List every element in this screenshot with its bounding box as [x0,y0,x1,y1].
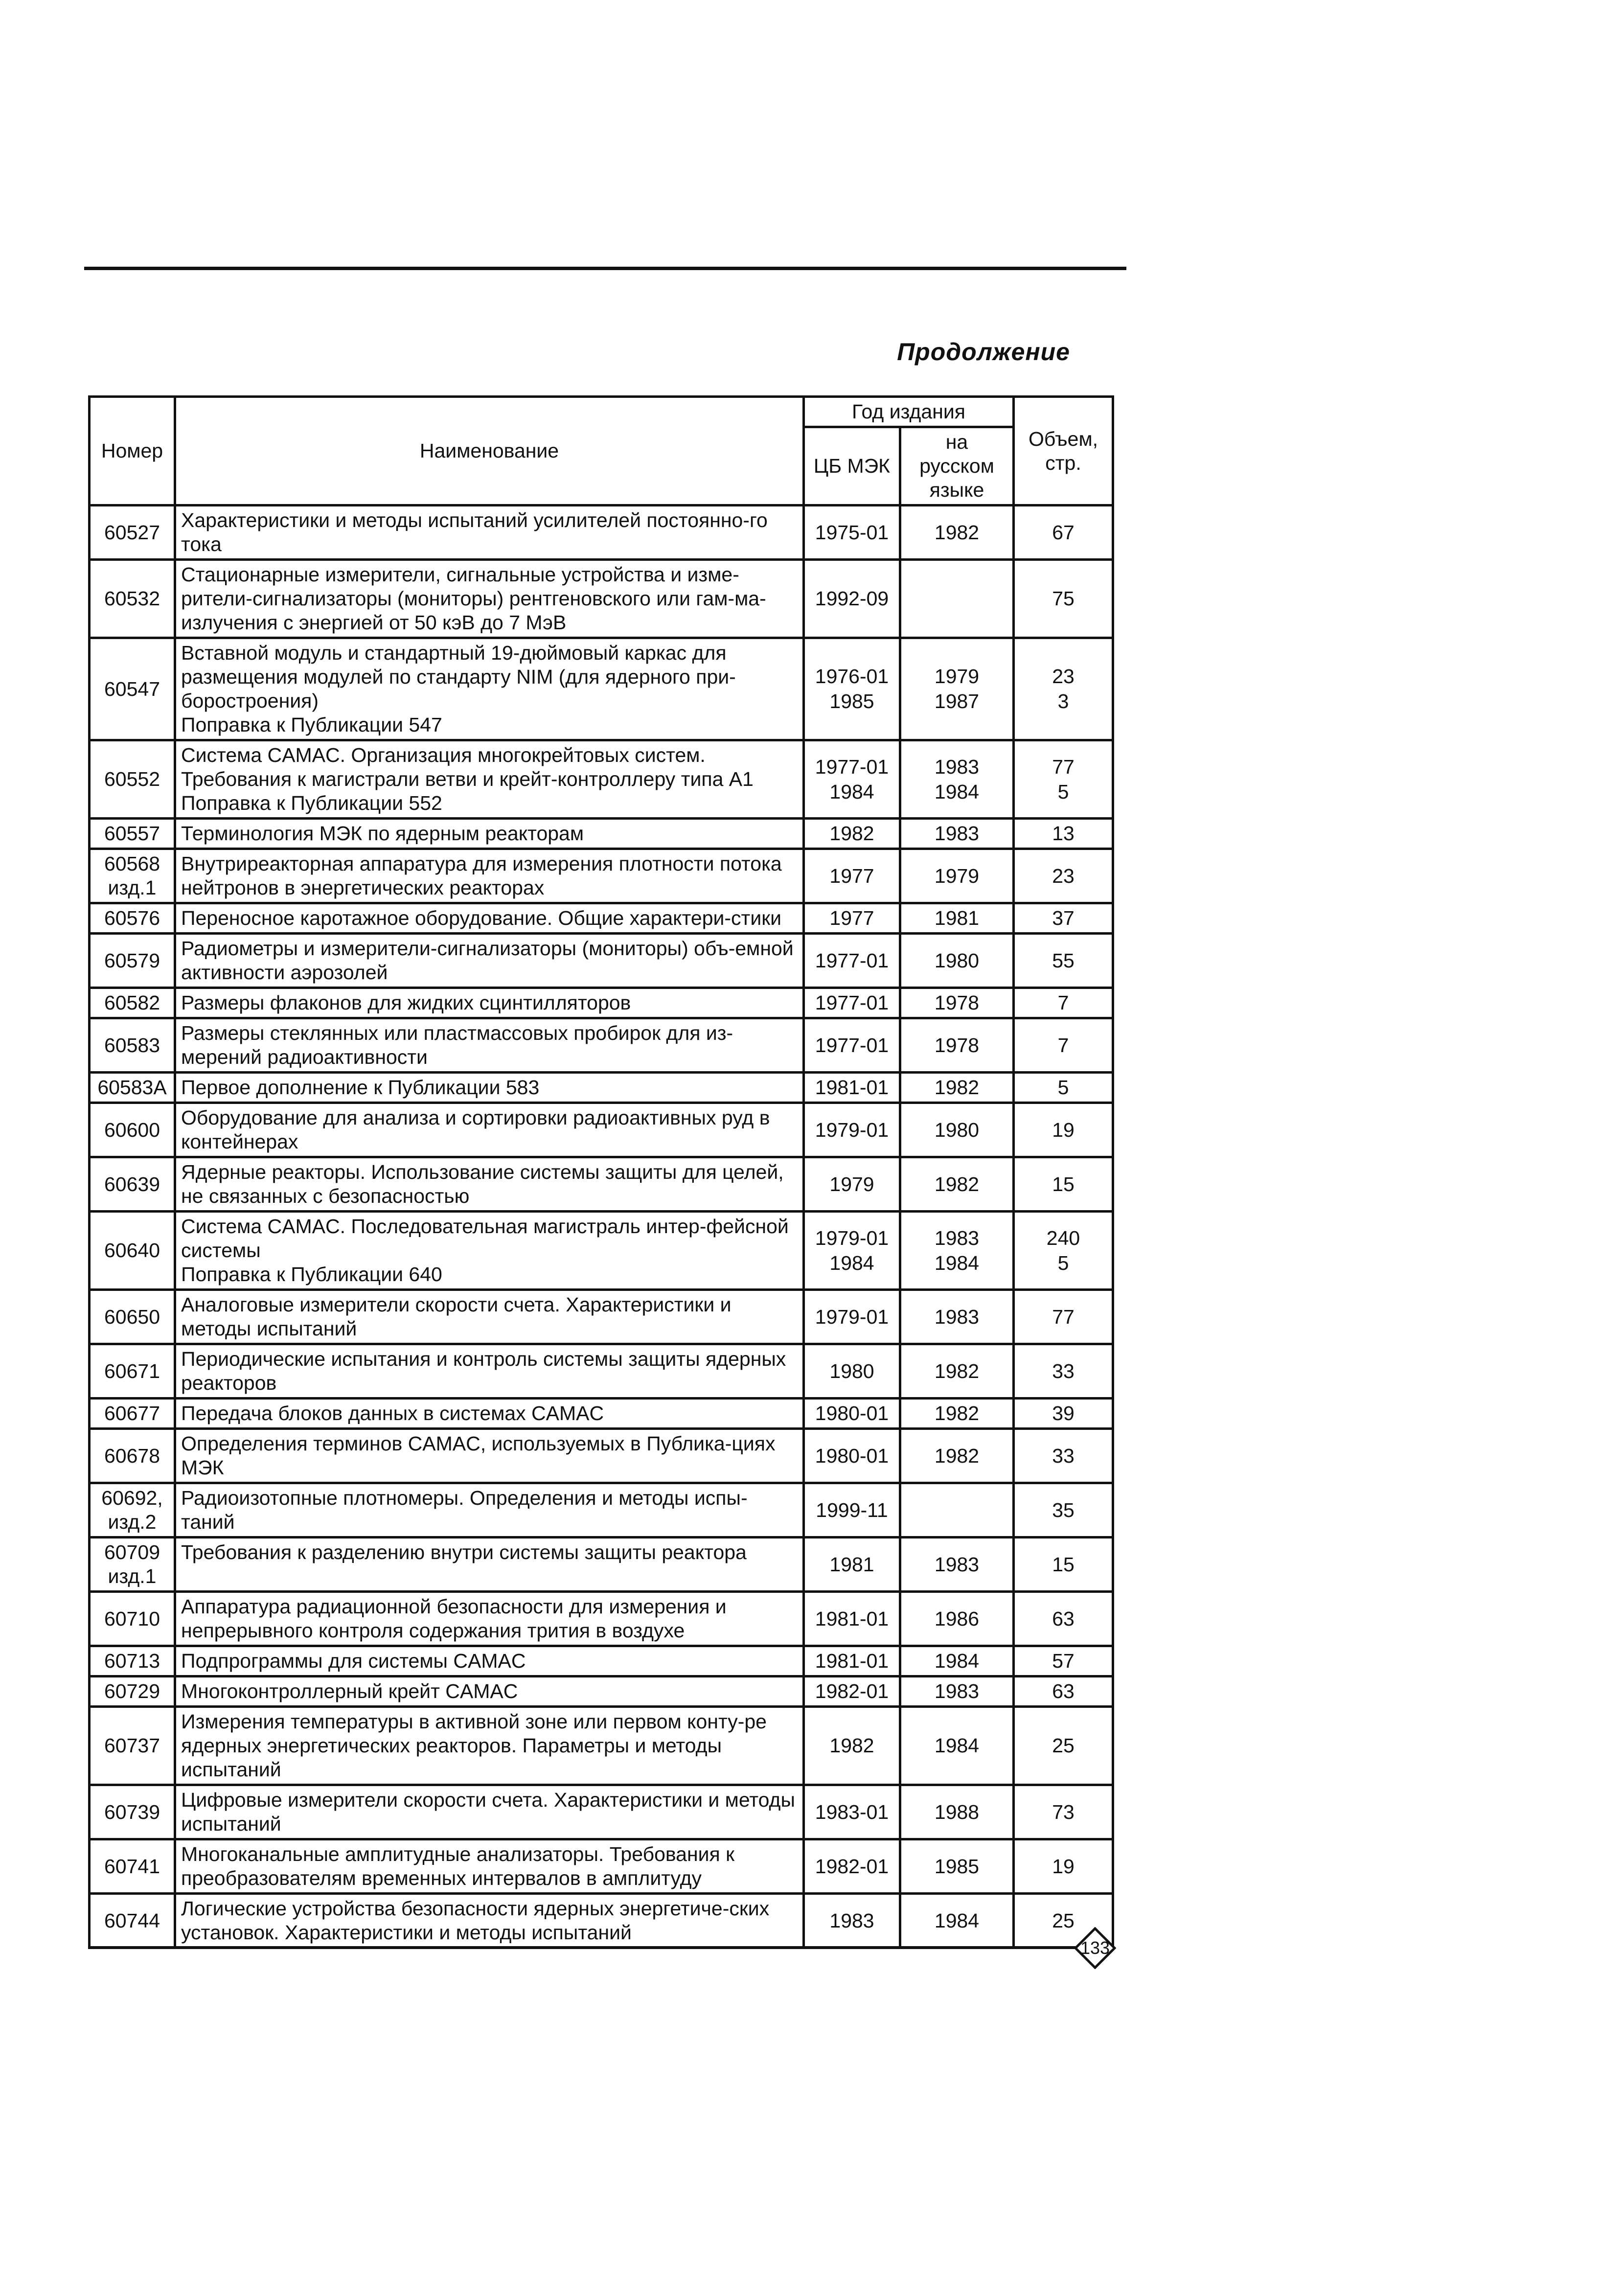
row-russian-year [900,849,1014,903]
table-row [90,819,1113,849]
row-iec-year [804,1894,900,1948]
row-number: 60527 [90,505,175,560]
row-number: 60710 [90,1592,175,1646]
row-name-line: Первое дополнение к Публикации 583 [181,1076,540,1099]
row-russian-year [900,1785,1014,1839]
row-name [175,1157,804,1212]
header-volume: Объем, стр. [1014,397,1113,505]
row-russian-year [900,934,1014,988]
table-row [90,1212,1113,1290]
row-russian-year [900,1483,1014,1538]
row-russian-year-value: 1981 [934,907,980,929]
table-row [90,1785,1113,1839]
table-row [90,1429,1113,1483]
row-number: 60579 [90,934,175,988]
row-volume-value: 5 [1057,780,1069,803]
row-russian-year-value: 1980 [934,1118,980,1141]
row-volume [1014,1290,1113,1344]
row-russian-year-value: 1982 [934,521,980,544]
row-number: 60640 [90,1212,175,1290]
row-number: 60713 [90,1646,175,1676]
row-iec-year-value: 1980-01 [815,1444,889,1467]
row-name [175,1894,804,1948]
row-volume-value: 77 [1052,755,1074,778]
row-name [175,1290,804,1344]
row-number: 60583 [90,1018,175,1073]
row-iec-year [804,638,900,740]
row-name-line: Логические устройства безопасности ядерных энергетиче-ских установок. Характеристики и методы испытаний [181,1897,770,1944]
row-volume [1014,1429,1113,1483]
row-iec-year-value: 1982-01 [815,1680,889,1702]
row-number: 60709 изд.1 [90,1538,175,1592]
row-volume-value: 25 [1052,1734,1074,1757]
row-volume [1014,934,1113,988]
row-volume [1014,1212,1113,1290]
row-number: 60582 [90,988,175,1018]
row-russian-year [900,1103,1014,1157]
row-volume-value: 35 [1052,1498,1074,1521]
row-russian-year-value: 1984 [934,1734,980,1757]
row-iec-year-value: 1980 [829,1359,874,1382]
table-row [90,1157,1113,1212]
row-iec-year-value: 1981 [829,1553,874,1576]
row-russian-year [900,1018,1014,1073]
row-russian-year-value: 1983 [934,755,980,778]
row-name-line: Внутриреакторная аппаратура для измерения плотности потока нейтронов в энергетических реакторах [181,852,782,899]
row-volume-value: 67 [1052,521,1074,544]
row-iec-year [804,1785,900,1839]
row-iec-year [804,1157,900,1212]
row-volume [1014,1399,1113,1429]
table-row [90,1483,1113,1538]
row-name-line: Система CAMAC. Организация многокрейтовых систем. Требования к магистрали ветви и крейт-контроллеру типа A1 [181,744,754,790]
row-name-line: Радиометры и измерители-сигнализаторы (мониторы) объ-емной активности аэрозолей [181,937,794,984]
row-russian-year-value [906,1498,1007,1522]
top-rule [84,267,1126,270]
row-number: 60600 [90,1103,175,1157]
row-number: 60739 [90,1785,175,1839]
row-russian-year-value: 1983 [934,822,980,845]
row-name-line: Поправка к Публикации 547 [181,713,442,736]
row-iec-year-value: 1982-01 [815,1855,889,1878]
row-iec-year [804,1429,900,1483]
row-volume-value: 25 [1052,1909,1074,1932]
table-row [90,1399,1113,1429]
row-iec-year-value: 1984 [829,780,874,803]
row-iec-year [804,1538,900,1592]
row-iec-year-value: 1981-01 [815,1650,889,1672]
row-name-line: Ядерные реакторы. Использование системы защиты для целей, не связанных с безопасностью [181,1161,784,1207]
row-iec-year [804,1290,900,1344]
header-russian: на русском языке [900,427,1014,505]
row-russian-year-value: 1982 [934,1402,980,1424]
row-number: 60552 [90,740,175,819]
table-row [90,1676,1113,1707]
row-iec-year-value: 1985 [829,690,874,712]
row-name-line: Поправка к Публикации 640 [181,1263,442,1286]
row-russian-year-value: 1978 [934,991,980,1014]
row-volume-value: 15 [1052,1172,1074,1195]
row-russian-year-value: 1986 [934,1607,980,1630]
row-russian-year-value: 1982 [934,1444,980,1467]
row-number: 60568 изд.1 [90,849,175,903]
row-volume-value: 7 [1057,991,1069,1014]
row-iec-year [804,1073,900,1103]
row-iec-year [804,1592,900,1646]
row-iec-year [804,988,900,1018]
row-iec-year-value: 1979 [829,1172,874,1195]
row-iec-year-value: 1982 [829,1734,874,1757]
row-name-line: Многоканальные амплитудные анализаторы. Требования к преобразователям временных интервалов в амплитуду [181,1843,735,1889]
row-russian-year-value: 1984 [934,1909,980,1932]
row-name-line: Подпрограммы для системы CAMAC [181,1650,526,1672]
header-number: Номер [90,397,175,505]
row-name-line: Система CAMAC. Последовательная магистраль интер-фейсной системы [181,1215,789,1262]
row-name [175,1676,804,1707]
table-row [90,1646,1113,1676]
row-name-line: Стационарные измерители, сигнальные устройства и изме-рители-сигнализаторы (мониторы) рентгеновского или гам-ма-излучения с энергией от 50 кэВ до 7 МэВ [181,563,766,634]
row-iec-year [804,740,900,819]
table-row [90,1344,1113,1399]
row-russian-year [900,1344,1014,1399]
row-volume [1014,1344,1113,1399]
row-iec-year [804,903,900,934]
header-iec-cb: ЦБ МЭК [804,427,900,505]
row-iec-year-value: 1977-01 [815,949,889,972]
row-iec-year-value: 1981-01 [815,1076,889,1099]
row-number: 60729 [90,1676,175,1707]
row-name [175,934,804,988]
row-name [175,1483,804,1538]
row-name [175,1399,804,1429]
row-iec-year-value: 1983 [829,1909,874,1932]
row-name [175,560,804,638]
row-russian-year [900,505,1014,560]
row-russian-year [900,1592,1014,1646]
header-name: Наименование [175,397,804,505]
row-volume [1014,1839,1113,1894]
row-iec-year-value: 1980-01 [815,1402,889,1424]
row-volume-value: 7 [1057,1033,1069,1056]
table-row [90,1894,1113,1948]
row-number: 60557 [90,819,175,849]
row-volume-value: 33 [1052,1359,1074,1382]
row-russian-year-value: 1982 [934,1172,980,1195]
row-volume [1014,849,1113,903]
row-number: 60583A [90,1073,175,1103]
row-name [175,1538,804,1592]
row-number: 60671 [90,1344,175,1399]
row-russian-year-value: 1985 [934,1855,980,1878]
row-iec-year-value: 1981-01 [815,1607,889,1630]
row-name [175,988,804,1018]
table-row [90,1073,1113,1103]
row-volume [1014,1157,1113,1212]
table-row [90,740,1113,819]
row-volume [1014,1538,1113,1592]
row-volume-value: 63 [1052,1607,1074,1630]
row-russian-year [900,1290,1014,1344]
row-volume [1014,1785,1113,1839]
row-iec-year [804,934,900,988]
row-volume [1014,988,1113,1018]
row-name [175,1429,804,1483]
table-row [90,560,1113,638]
row-name [175,1646,804,1676]
row-iec-year-value: 1975-01 [815,521,889,544]
row-volume [1014,1646,1113,1676]
row-name [175,638,804,740]
continuation-caption: Продолжение [897,338,1070,366]
row-number: 60744 [90,1894,175,1948]
row-name [175,849,804,903]
row-name [175,1785,804,1839]
table-body [90,505,1113,1948]
row-russian-year [900,740,1014,819]
row-iec-year [804,1839,900,1894]
row-russian-year [900,819,1014,849]
row-iec-year-value: 1992-09 [815,587,889,610]
row-iec-year-value: 1984 [829,1251,874,1274]
row-iec-year-value: 1999-11 [816,1498,888,1521]
row-iec-year [804,505,900,560]
row-iec-year-value: 1979-01 [815,1305,889,1328]
row-name [175,1018,804,1073]
row-volume [1014,1676,1113,1707]
row-name [175,1073,804,1103]
row-volume-value: 55 [1052,949,1074,972]
row-russian-year [900,988,1014,1018]
row-name-line: Оборудование для анализа и сортировки радиоактивных руд в контейнерах [181,1106,770,1153]
row-number: 60576 [90,903,175,934]
row-name-line: Требования к разделению внутри системы защиты реактора [181,1541,747,1563]
bottom-rule [89,1946,1077,1949]
row-russian-year [900,1707,1014,1785]
row-number: 60547 [90,638,175,740]
row-iec-year-value: 1982 [829,822,874,845]
table-row [90,903,1113,934]
page-number-badge [1074,1927,1116,1969]
row-volume-value: 57 [1052,1650,1074,1672]
row-russian-year-value: 1978 [934,1033,980,1056]
row-iec-year [804,849,900,903]
row-russian-year-value: 1984 [934,780,980,803]
row-iec-year-value: 1977-01 [815,755,889,778]
row-name-line: Цифровые измерители скорости счета. Характеристики и методы испытаний [181,1789,795,1835]
header-year-group: Год издания [804,397,1014,427]
row-russian-year [900,1646,1014,1676]
row-volume [1014,505,1113,560]
row-russian-year [900,903,1014,934]
table-row [90,638,1113,740]
row-name [175,903,804,934]
row-iec-year [804,1344,900,1399]
row-number: 60741 [90,1839,175,1894]
row-volume [1014,819,1113,849]
row-iec-year [804,1018,900,1073]
row-number: 60532 [90,560,175,638]
row-name-line: Переносное каротажное оборудование. Общие характери-стики [181,907,782,929]
row-russian-year [900,1894,1014,1948]
row-russian-year [900,638,1014,740]
row-volume [1014,1018,1113,1073]
row-russian-year-value: 1983 [934,1226,980,1249]
row-iec-year-value: 1977-01 [815,991,889,1014]
row-russian-year [900,1073,1014,1103]
row-russian-year-value: 1988 [934,1800,980,1823]
row-russian-year-value: 1982 [934,1076,980,1099]
row-volume [1014,1103,1113,1157]
row-volume-value: 39 [1052,1402,1074,1424]
row-russian-year [900,1676,1014,1707]
row-name-line: Аналоговые измерители скорости счета. Характеристики и методы испытаний [181,1293,731,1340]
table-row [90,1290,1113,1344]
row-name-line: Терминология МЭК по ядерным реакторам [181,822,584,845]
row-number: 60678 [90,1429,175,1483]
row-number: 60650 [90,1290,175,1344]
row-volume [1014,1483,1113,1538]
row-name-line: Аппаратура радиационной безопасности для измерения и непрерывного контроля содержания трития в воздухе [181,1595,727,1642]
row-volume [1014,1707,1113,1785]
table-row [90,505,1113,560]
table-row [90,849,1113,903]
row-iec-year [804,1399,900,1429]
row-name-line: Размеры флаконов для жидких сцинтилляторов [181,991,631,1014]
row-russian-year [900,1538,1014,1592]
row-iec-year-value: 1979-01 [815,1226,889,1249]
row-iec-year-value: 1977 [829,864,874,887]
row-russian-year [900,1839,1014,1894]
row-russian-year [900,560,1014,638]
row-number: 60737 [90,1707,175,1785]
row-number: 60677 [90,1399,175,1429]
row-name [175,1592,804,1646]
row-volume-value: 5 [1057,1251,1069,1274]
row-iec-year [804,1212,900,1290]
row-volume [1014,638,1113,740]
table-row [90,988,1113,1018]
table-row [90,1538,1113,1592]
table-row [90,1839,1113,1894]
row-russian-year-value: 1983 [934,1680,980,1702]
row-volume-value: 5 [1057,1076,1069,1099]
row-russian-year [900,1212,1014,1290]
row-volume [1014,740,1113,819]
row-russian-year-value: 1984 [934,1650,980,1672]
row-volume-value: 75 [1052,587,1074,610]
row-iec-year-value: 1977-01 [815,1033,889,1056]
row-russian-year-value [906,587,1007,611]
table-row [90,934,1113,988]
row-name [175,1212,804,1290]
row-volume-value: 73 [1052,1800,1074,1823]
row-volume [1014,903,1113,934]
row-russian-year [900,1429,1014,1483]
row-volume-value: 77 [1052,1305,1074,1328]
table-row [90,1592,1113,1646]
row-iec-year [804,1676,900,1707]
row-iec-year-value: 1976-01 [815,665,889,688]
row-russian-year [900,1157,1014,1212]
row-volume-value: 33 [1052,1444,1074,1467]
row-iec-year [804,560,900,638]
row-volume [1014,1073,1113,1103]
row-name [175,819,804,849]
row-russian-year-value: 1982 [934,1359,980,1382]
row-name-line: Вставной модуль и стандартный 19-дюймовый каркас для размещения модулей по стандарту NIM (для ядерного при-боростроения) [181,642,736,712]
row-number: 60692, изд.2 [90,1483,175,1538]
row-name-line: Характеристики и методы испытаний усилителей постоянно-го тока [181,509,768,555]
row-volume-value: 23 [1052,864,1074,887]
row-iec-year [804,1646,900,1676]
row-name-line: Размеры стеклянных или пластмассовых пробирок для из-мерений радиоактивности [181,1022,733,1068]
row-iec-year [804,819,900,849]
row-russian-year [900,1399,1014,1429]
standards-table [88,395,1114,1949]
row-volume-value: 240 [1046,1226,1080,1249]
row-name-line: Передача блоков данных в системах CAMAC [181,1402,604,1424]
row-russian-year-value: 1983 [934,1553,980,1576]
row-iec-year [804,1103,900,1157]
row-volume-value: 13 [1052,822,1074,845]
row-name-line: Определения терминов CAMAC, используемых в Публика-циях МЭК [181,1432,776,1479]
row-volume-value: 19 [1052,1855,1074,1878]
row-russian-year-value: 1983 [934,1305,980,1328]
row-volume-value: 37 [1052,907,1074,929]
row-russian-year-value: 1987 [934,690,980,712]
row-volume [1014,1592,1113,1646]
row-name [175,740,804,819]
header-row [90,397,1113,427]
row-volume-value: 3 [1057,690,1069,712]
row-name-line: Многоконтроллерный крейт CAMAC [181,1680,518,1702]
row-number: 60639 [90,1157,175,1212]
row-russian-year-value: 1984 [934,1251,980,1274]
page-number: 133 [1080,1938,1110,1958]
row-russian-year-value: 1979 [934,665,980,688]
row-name [175,1839,804,1894]
row-iec-year-value: 1979-01 [815,1118,889,1141]
row-russian-year-value: 1980 [934,949,980,972]
table-row [90,1103,1113,1157]
row-name-line: Измерения температуры в активной зоне или первом конту-ре ядерных энергетических реакторов. Параметры и методы испытаний [181,1710,767,1781]
row-iec-year [804,1707,900,1785]
row-name-line: Поправка к Публикации 552 [181,792,442,814]
row-volume-value: 63 [1052,1680,1074,1702]
row-volume-value: 23 [1052,665,1074,688]
row-name [175,1707,804,1785]
table-row [90,1018,1113,1073]
row-volume-value: 15 [1052,1553,1074,1576]
row-russian-year-value: 1979 [934,864,980,887]
row-name-line: Радиоизотопные плотномеры. Определения и методы испы-таний [181,1487,748,1533]
row-iec-year [804,1483,900,1538]
row-name [175,505,804,560]
row-name-line: Периодические испытания и контроль системы защиты ядерных реакторов [181,1348,786,1394]
row-iec-year-value: 1977 [829,907,874,929]
row-volume-value: 19 [1052,1118,1074,1141]
table-row [90,1707,1113,1785]
row-name [175,1103,804,1157]
row-iec-year-value: 1983-01 [815,1800,889,1823]
row-volume [1014,560,1113,638]
row-name [175,1344,804,1399]
